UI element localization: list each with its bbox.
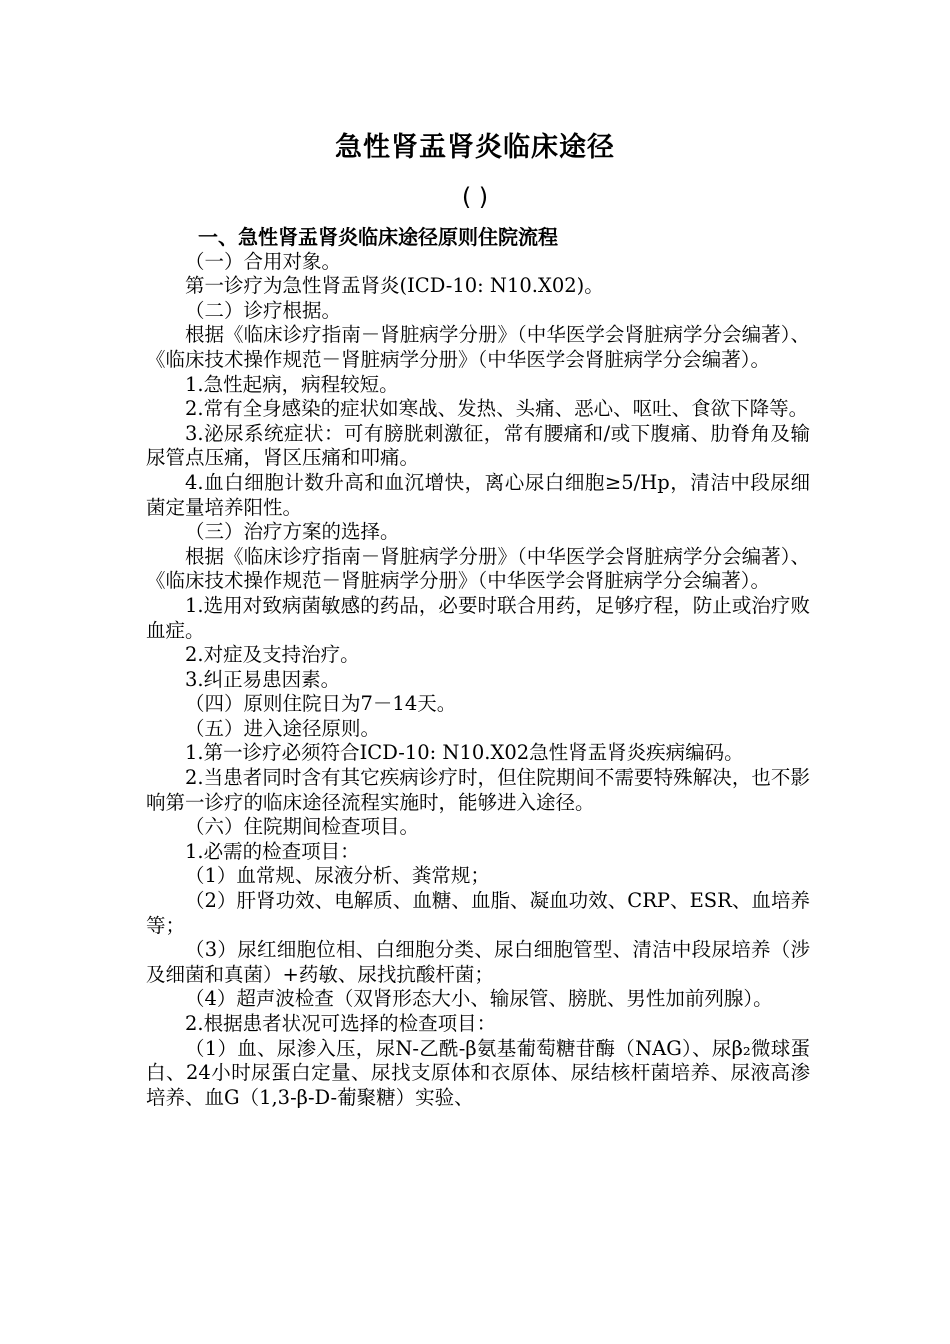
paragraph: （五）进入途径原则。 [185, 716, 381, 740]
paragraph: （3）尿红细胞位相、白细胞分类、尿白细胞管型、清洁中段尿培养（涉及细菌和真菌）+药敏、尿找抗酸杆菌； [146, 938, 810, 986]
paragraph: 根据《临床诊疗指南－肾脏病学分册》（中华医学会肾脏病学分会编著）、《临床技术操作规范－肾脏病学分册》（中华医学会肾脏病学分会编著）。 [146, 323, 810, 371]
page-subtitle: ( ) [461, 183, 489, 211]
paragraph: 2.对症及支持治疗。 [185, 643, 360, 667]
paragraph: 1.第一诊疗必须符合ICD-10: N10.X02急性肾盂肾炎疾病编码。 [185, 741, 744, 765]
paragraph: 1.急性起病，病程较短。 [185, 372, 399, 396]
paragraph: 3.纠正易患因素。 [185, 667, 341, 691]
section-heading: 一、急性肾盂肾炎临床途径原则住院流程 [198, 225, 558, 249]
paragraph: 1.选用对致病菌敏感的药品，必要时联合用药，足够疗程，防止或治疗败血症。 [146, 593, 810, 642]
paragraph: 1.必需的检查项目： [185, 839, 360, 863]
paragraph: （2）肝肾功效、电解质、血糖、血脂、凝血功效、CRP、ESR、血培养等； [146, 889, 810, 937]
paragraph: 4.血白细胞计数升高和血沉增快，离心尿白细胞≥5/Hp，清洁中段尿细菌定量培养阳性。 [146, 470, 810, 519]
paragraph: 根据《临床诊疗指南－肾脏病学分册》（中华医学会肾脏病学分会编著）、《临床技术操作规范－肾脏病学分册》（中华医学会肾脏病学分会编著）。 [146, 544, 810, 593]
paragraph: （一）合用对象。 [185, 249, 342, 273]
paragraph: （三）治疗方案的选择。 [185, 520, 400, 544]
paragraph: 3.泌尿系统症状：可有膀胱刺激征，常有腰痛和/或下腹痛、肋脊角及输尿管点压痛，肾区压痛和叩痛。 [146, 421, 810, 470]
paragraph: 第一诊疗为急性肾盂肾炎(ICD-10: N10.X02)。 [185, 274, 604, 298]
paragraph: （1）血常规、尿液分析、粪常规； [185, 864, 490, 888]
paragraph: （六）住院期间检查项目。 [185, 815, 420, 839]
paragraph: （二）诊疗根据。 [185, 298, 342, 322]
page-title: 急性肾盂肾炎临床途径 [335, 132, 615, 163]
paragraph: （4）超声波检查（双肾形态大小、输尿管、膀胱、男性加前列腺）。 [185, 987, 773, 1011]
paragraph: 2.当患者同时含有其它疾病诊疗时，但住院期间不需要特殊解决，也不影响第一诊疗的临床途径流程实施时，能够进入途径。 [146, 766, 810, 814]
paragraph: （1）血、尿渗入压，尿N-乙酰-β氨基葡萄糖苷酶（NAG）、尿β₂微球蛋白、24小时尿蛋白定量、尿找支原体和衣原体、尿结核杆菌培养、尿液高渗培养、血G（1,3-β-D-葡聚糖）实验、 [146, 1036, 810, 1109]
paragraph: 2.常有全身感染的症状如寒战、发热、头痛、恶心、呕吐、食欲下降等。 [185, 397, 809, 421]
document-body [146, 225, 810, 1110]
paragraph: （四）原则住院日为7－14天。 [185, 692, 457, 716]
paragraph: 2.根据患者状况可选择的检查项目： [185, 1012, 497, 1035]
